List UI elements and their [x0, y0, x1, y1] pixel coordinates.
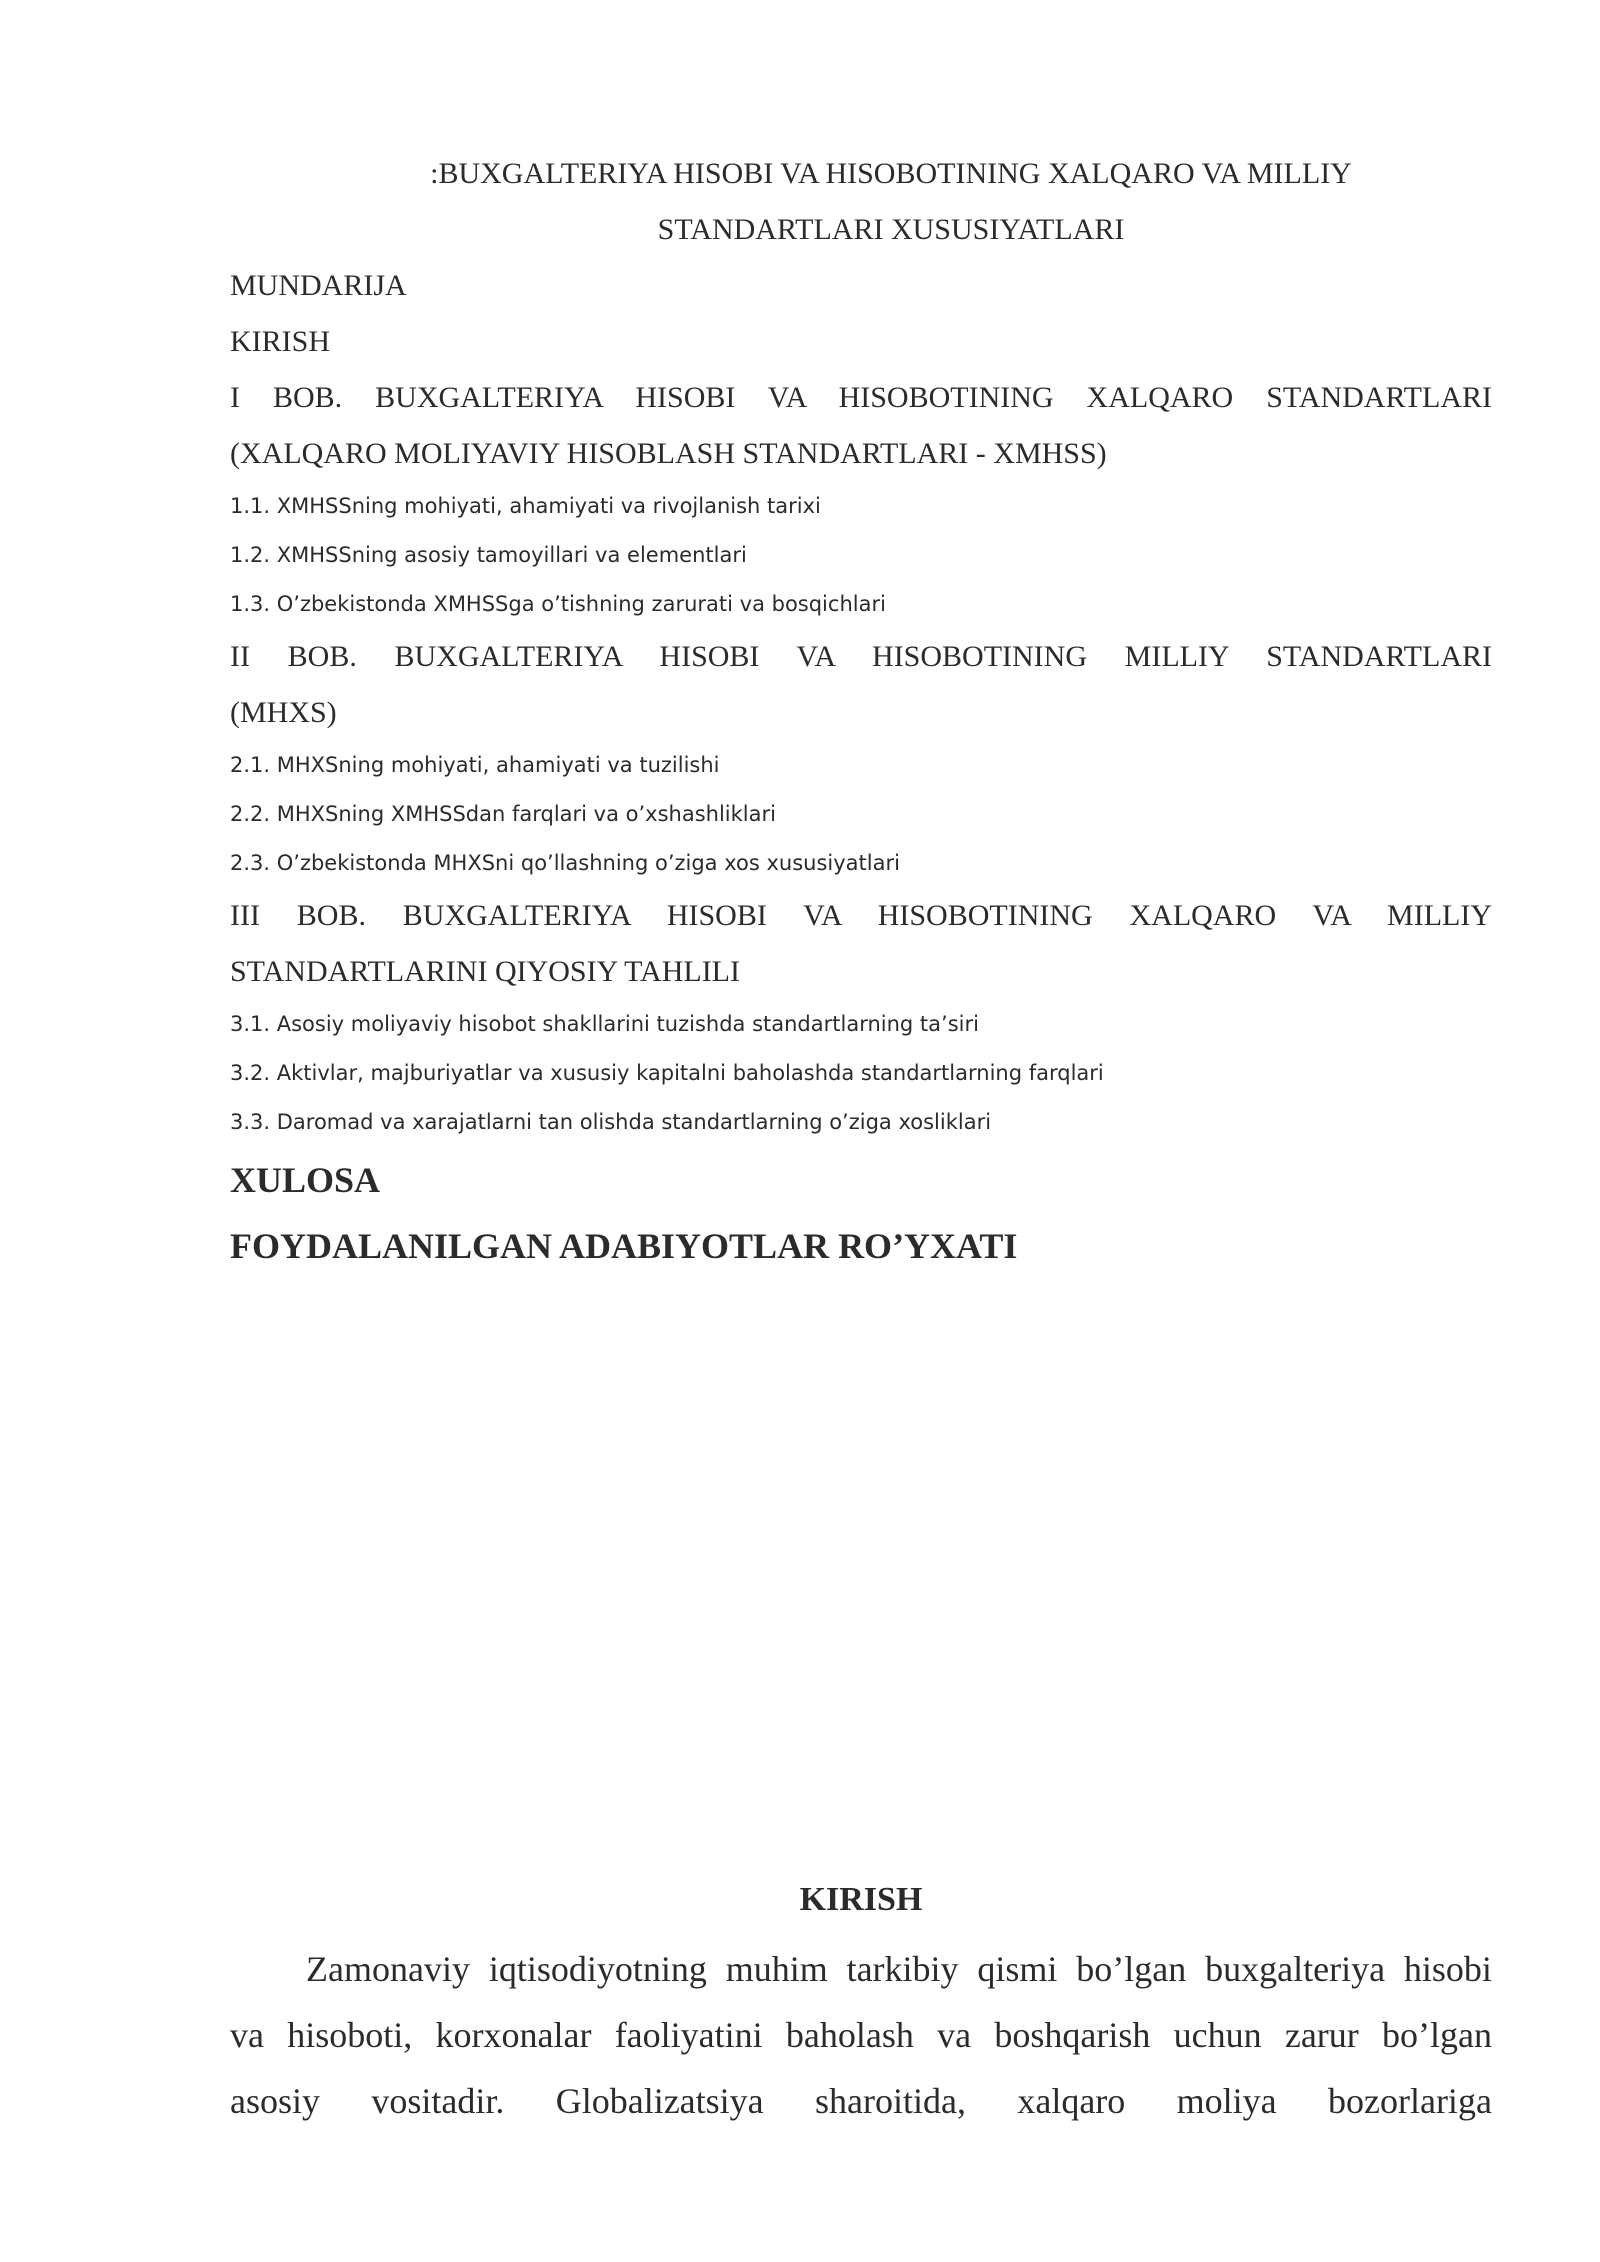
toc-chapter-2 — [230, 629, 1492, 888]
word: iqtisodiyotning — [488, 1949, 707, 1989]
word: faoliyatini — [614, 2015, 763, 2055]
document-page — [230, 0, 1492, 1279]
chapter-title-line: II BOB. BUXGALTERIYA HISOBI VA HISOBOTINING MILLIY STANDARTLARI — [230, 640, 1492, 673]
word: uchun — [1173, 2015, 1262, 2055]
word: muhim — [725, 1949, 828, 1989]
title-line-1: :BUXGALTERIYA HISOBI VA HISOBOTINING XALQARO VA MILLIY — [430, 157, 1352, 190]
chapter-title — [230, 370, 1492, 482]
section-title: KIRISH — [799, 1881, 923, 1918]
chapter-title-line: III BOB. BUXGALTERIYA HISOBI VA HISOBOTINING XALQARO VA MILLIY — [230, 899, 1492, 932]
word: Zamonaviy — [306, 1949, 470, 1989]
toc-subitem: 1.3. O’zbekistonda XMHSSga o’tishning zarurati va bosqichlari — [230, 592, 886, 616]
document-title — [230, 146, 1492, 258]
toc-subitem: 2.1. MHXSning mohiyati, ahamiyati va tuzilishi — [230, 753, 720, 777]
paragraph-line — [230, 1936, 1492, 2002]
chapter-title-line: (XALQARO MOLIYAVIY HISOBLASH STANDARTLARI - XMHSS) — [230, 437, 1107, 470]
paragraph-line — [230, 2068, 1492, 2134]
word: bozorlariga — [1328, 2081, 1492, 2121]
word: hisoboti, — [287, 2015, 413, 2055]
word: xalqaro — [1017, 2081, 1126, 2121]
chapter-title — [230, 629, 1492, 741]
toc-intro: KIRISH — [230, 325, 331, 358]
word: korxonalar — [435, 2015, 592, 2055]
chapter-title — [230, 888, 1492, 1000]
word: bo’lgan — [1382, 2015, 1492, 2055]
word: sharoitida, — [815, 2081, 966, 2121]
word: va — [230, 2015, 264, 2055]
toc-subitem: 3.3. Daromad va xarajatlarni tan olishda standartlarning o’ziga xosliklari — [230, 1110, 992, 1134]
word: buxgalteriya — [1205, 1949, 1386, 1989]
word: hisobi — [1403, 1949, 1492, 1989]
toc-subitem: 1.1. XMHSSning mohiyati, ahamiyati va rivojlanish tarixi — [230, 494, 821, 518]
title-line-2: STANDARTLARI XUSUSIYATLARI — [657, 213, 1125, 246]
toc-subitem: 2.2. MHXSning XMHSSdan farqlari va o’xshashliklari — [230, 802, 776, 826]
chapter-title-line: STANDARTLARINI QIYOSIY TAHLILI — [230, 955, 740, 988]
kirish-section — [230, 1870, 1492, 2134]
toc-references: FOYDALANILGAN ADABIYOTLAR RO’YXATI — [230, 1226, 1018, 1266]
toc-subitem: 3.2. Aktivlar, majburiyatlar va xususiy kapitalni baholashda standartlarning farqlari — [230, 1061, 1104, 1085]
word: qismi — [977, 1949, 1058, 1989]
word: moliya — [1176, 2081, 1277, 2121]
toc-chapter-3 — [230, 888, 1492, 1147]
toc-subitem: 1.2. XMHSSning asosiy tamoyillari va elementlari — [230, 543, 747, 567]
toc-subitem: 2.3. O’zbekistonda MHXSni qo’llashning o’ziga xos xususiyatlari — [230, 851, 900, 875]
word: va — [937, 2015, 972, 2055]
chapter-title-line: I BOB. BUXGALTERIYA HISOBI VA HISOBOTINING XALQARO STANDARTLARI — [230, 381, 1492, 414]
word: zarur — [1284, 2015, 1359, 2055]
word: baholash — [785, 2015, 914, 2055]
word: vositadir. — [371, 2081, 505, 2121]
chapter-title-line: (MHXS) — [230, 696, 337, 729]
paragraph-line — [230, 2002, 1492, 2068]
word: bo’lgan — [1076, 1949, 1187, 1989]
word: tarkibiy — [846, 1949, 959, 1989]
toc-subitem: 3.1. Asosiy moliyaviy hisobot shakllarini tuzishda standartlarning ta’siri — [230, 1012, 979, 1036]
word: asosiy — [230, 2081, 320, 2121]
intro-paragraph — [230, 1936, 1492, 2134]
toc-conclusion: XULOSA — [230, 1160, 381, 1200]
word: Globalizatsiya — [555, 2081, 764, 2121]
toc-heading: MUNDARIJA — [230, 269, 407, 302]
toc-chapter-1 — [230, 370, 1492, 629]
word: boshqarish — [994, 2015, 1151, 2055]
